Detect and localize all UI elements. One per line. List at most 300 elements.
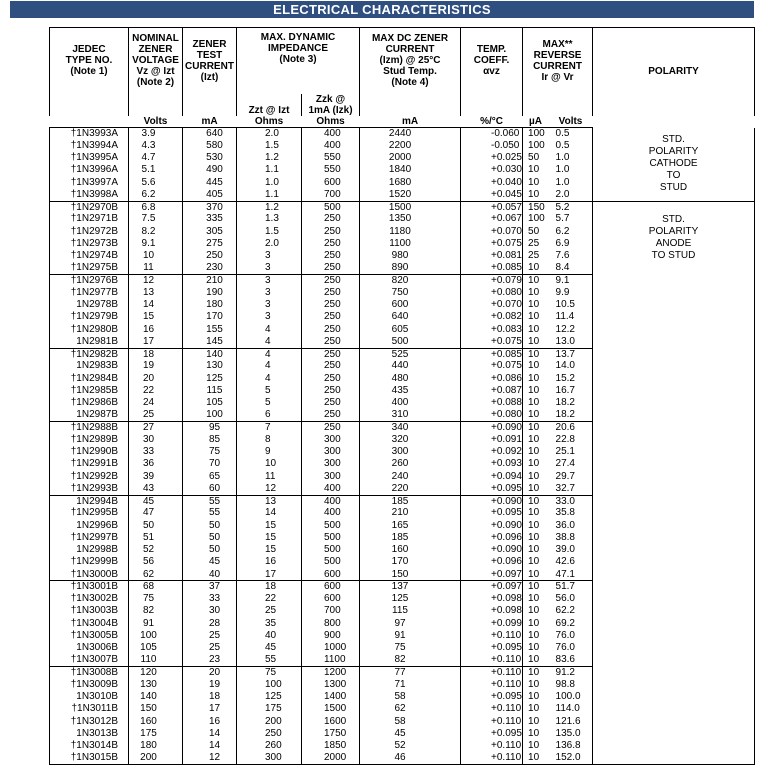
zzt-impedance-cell: 200 <box>237 716 302 728</box>
max-dc-current-cell: 525 <box>360 348 461 360</box>
reverse-current-cell: 10 <box>523 569 549 581</box>
type-number-cell: †1N2973B <box>50 238 129 250</box>
temp-coeff-cell: +0.095 <box>461 691 523 703</box>
temp-coeff-cell: +0.110 <box>461 740 523 752</box>
zzt-impedance-cell: 4 <box>237 373 302 385</box>
header-zener-test-current: ZENER TEST CURRENT (Izt) <box>183 28 237 94</box>
reverse-voltage-cell: 51.7 <box>549 581 593 593</box>
reverse-current-cell: 10 <box>523 654 549 666</box>
zzt-impedance-cell: 5 <box>237 385 302 397</box>
zzt-impedance-cell: 40 <box>237 630 302 642</box>
temp-coeff-cell: +0.095 <box>461 483 523 495</box>
max-dc-current-cell: 45 <box>360 728 461 740</box>
temp-coeff-cell: -0.050 <box>461 140 523 152</box>
reverse-current-cell: 100 <box>523 140 549 152</box>
electrical-characteristics-table <box>49 27 755 765</box>
nominal-voltage-cell: 47 <box>129 507 183 519</box>
zzk-impedance-cell: 250 <box>302 373 360 385</box>
zzt-impedance-cell: 4 <box>237 324 302 336</box>
zzt-impedance-cell: 2.0 <box>237 128 302 140</box>
nominal-voltage-cell: 25 <box>129 409 183 421</box>
temp-coeff-cell: +0.094 <box>461 471 523 483</box>
test-current-cell: 75 <box>183 446 237 458</box>
nominal-voltage-cell: 18 <box>129 348 183 360</box>
zzk-impedance-cell: 250 <box>302 262 360 274</box>
zzk-impedance-cell: 250 <box>302 213 360 225</box>
temp-coeff-cell: +0.082 <box>461 311 523 323</box>
temp-coeff-cell: +0.025 <box>461 152 523 164</box>
type-number-cell: 1N3013B <box>50 728 129 740</box>
reverse-voltage-cell: 98.8 <box>549 679 593 691</box>
nominal-voltage-cell: 5.1 <box>129 164 183 176</box>
reverse-current-cell: 10 <box>523 507 549 519</box>
zzt-impedance-cell: 3 <box>237 262 302 274</box>
max-dc-current-cell: 440 <box>360 360 461 372</box>
max-dc-current-cell: 170 <box>360 556 461 568</box>
temp-coeff-cell: +0.110 <box>461 630 523 642</box>
zzk-impedance-cell: 250 <box>302 275 360 287</box>
type-number-cell: †1N3005B <box>50 630 129 642</box>
zzk-impedance-cell: 250 <box>302 409 360 421</box>
header-zzk: Zzk @ 1mA (Izk) <box>302 94 360 116</box>
reverse-voltage-cell: 39.0 <box>549 544 593 556</box>
reverse-voltage-cell: 100.0 <box>549 691 593 703</box>
zzk-impedance-cell: 400 <box>302 495 360 507</box>
max-dc-current-cell: 1350 <box>360 213 461 225</box>
nominal-voltage-cell: 8.2 <box>129 226 183 238</box>
temp-coeff-cell: +0.075 <box>461 238 523 250</box>
test-current-cell: 60 <box>183 483 237 495</box>
reverse-current-cell: 100 <box>523 213 549 225</box>
reverse-current-cell: 50 <box>523 226 549 238</box>
test-current-cell: 16 <box>183 716 237 728</box>
test-current-cell: 230 <box>183 262 237 274</box>
temp-coeff-cell: +0.040 <box>461 177 523 189</box>
temp-coeff-cell: +0.098 <box>461 593 523 605</box>
reverse-voltage-cell: 121.6 <box>549 716 593 728</box>
type-number-cell: †1N2972B <box>50 226 129 238</box>
test-current-cell: 18 <box>183 691 237 703</box>
test-current-cell: 530 <box>183 152 237 164</box>
type-number-cell: †1N2992B <box>50 471 129 483</box>
type-number-cell: †1N2991B <box>50 458 129 470</box>
test-current-cell: 275 <box>183 238 237 250</box>
type-number-cell: †1N2974B <box>50 250 129 262</box>
max-dc-current-cell: 820 <box>360 275 461 287</box>
test-current-cell: 370 <box>183 201 237 213</box>
max-dc-current-cell: 150 <box>360 569 461 581</box>
header-jedec-type: JEDEC TYPE NO. (Note 1) <box>50 28 129 94</box>
reverse-current-cell: 10 <box>523 471 549 483</box>
reverse-current-cell: 10 <box>523 164 549 176</box>
reverse-current-cell: 10 <box>523 311 549 323</box>
section-title: ELECTRICAL CHARACTERISTICS <box>10 1 754 18</box>
nominal-voltage-cell: 105 <box>129 642 183 654</box>
max-dc-current-cell: 640 <box>360 311 461 323</box>
temp-coeff-cell: +0.097 <box>461 581 523 593</box>
zzt-impedance-cell: 4 <box>237 360 302 372</box>
nominal-voltage-cell: 82 <box>129 605 183 617</box>
type-number-cell: †1N3998A <box>50 189 129 201</box>
zzk-impedance-cell: 1600 <box>302 716 360 728</box>
reverse-current-cell: 10 <box>523 716 549 728</box>
nominal-voltage-cell: 180 <box>129 740 183 752</box>
zzk-impedance-cell: 550 <box>302 152 360 164</box>
nominal-voltage-cell: 19 <box>129 360 183 372</box>
max-dc-current-cell: 77 <box>360 667 461 679</box>
reverse-current-cell: 10 <box>523 752 549 764</box>
zzt-impedance-cell: 3 <box>237 287 302 299</box>
type-number-cell: †1N2989B <box>50 434 129 446</box>
nominal-voltage-cell: 43 <box>129 483 183 495</box>
reverse-current-cell: 10 <box>523 630 549 642</box>
zzk-impedance-cell: 400 <box>302 483 360 495</box>
reverse-voltage-cell: 33.0 <box>549 495 593 507</box>
type-number-cell: †1N2995B <box>50 507 129 519</box>
reverse-voltage-cell: 9.9 <box>549 287 593 299</box>
max-dc-current-cell: 58 <box>360 691 461 703</box>
max-dc-current-cell: 310 <box>360 409 461 421</box>
reverse-voltage-cell: 1.0 <box>549 177 593 189</box>
type-number-cell: †1N2988B <box>50 422 129 434</box>
max-dc-current-cell: 82 <box>360 654 461 666</box>
reverse-voltage-cell: 136.8 <box>549 740 593 752</box>
zzk-impedance-cell: 1200 <box>302 667 360 679</box>
header-zzt: Zzt @ Izt <box>237 94 302 116</box>
zzt-impedance-cell: 100 <box>237 679 302 691</box>
zzt-impedance-cell: 1.1 <box>237 164 302 176</box>
max-dc-current-cell: 890 <box>360 262 461 274</box>
nominal-voltage-cell: 36 <box>129 458 183 470</box>
type-number-cell: †1N2970B <box>50 201 129 213</box>
zzk-impedance-cell: 250 <box>302 250 360 262</box>
unit-cell <box>593 116 755 128</box>
type-number-cell: †1N2986B <box>50 397 129 409</box>
temp-coeff-cell: +0.070 <box>461 226 523 238</box>
reverse-current-cell: 10 <box>523 532 549 544</box>
nominal-voltage-cell: 24 <box>129 397 183 409</box>
zzt-impedance-cell: 25 <box>237 605 302 617</box>
type-number-cell: †1N3997A <box>50 177 129 189</box>
test-current-cell: 640 <box>183 128 237 140</box>
temp-coeff-cell: +0.067 <box>461 213 523 225</box>
reverse-current-cell: 10 <box>523 544 549 556</box>
zzt-impedance-cell: 14 <box>237 507 302 519</box>
reverse-voltage-cell: 20.6 <box>549 422 593 434</box>
type-number-cell: †1N3996A <box>50 164 129 176</box>
test-current-cell: 65 <box>183 471 237 483</box>
test-current-cell: 130 <box>183 360 237 372</box>
reverse-current-cell: 10 <box>523 446 549 458</box>
max-dc-current-cell: 160 <box>360 544 461 556</box>
reverse-voltage-cell: 15.2 <box>549 373 593 385</box>
reverse-voltage-cell: 32.7 <box>549 483 593 495</box>
max-dc-current-cell: 115 <box>360 605 461 617</box>
reverse-voltage-cell: 8.4 <box>549 262 593 274</box>
max-dc-current-cell: 1100 <box>360 238 461 250</box>
zzk-impedance-cell: 500 <box>302 556 360 568</box>
type-number-cell: †1N3995A <box>50 152 129 164</box>
type-number-cell: †1N3993A <box>50 128 129 140</box>
reverse-voltage-cell: 9.1 <box>549 275 593 287</box>
reverse-current-cell: 10 <box>523 728 549 740</box>
reverse-current-cell: 10 <box>523 397 549 409</box>
zzt-impedance-cell: 16 <box>237 556 302 568</box>
zzt-impedance-cell: 3 <box>237 299 302 311</box>
type-number-cell: 1N2978B <box>50 299 129 311</box>
test-current-cell: 17 <box>183 703 237 715</box>
header-reverse-current: MAX** REVERSE CURRENT Ir @ Vr <box>523 28 593 94</box>
reverse-current-cell: 10 <box>523 520 549 532</box>
temp-coeff-cell: +0.095 <box>461 728 523 740</box>
zzk-impedance-cell: 250 <box>302 348 360 360</box>
temp-coeff-cell: +0.090 <box>461 520 523 532</box>
zzk-impedance-cell: 1100 <box>302 654 360 666</box>
reverse-voltage-cell: 2.0 <box>549 189 593 201</box>
temp-coeff-cell: +0.075 <box>461 360 523 372</box>
nominal-voltage-cell: 4.7 <box>129 152 183 164</box>
zzk-impedance-cell: 250 <box>302 311 360 323</box>
zzt-impedance-cell: 22 <box>237 593 302 605</box>
header-temp-coeff: TEMP. COEFF. αvz <box>461 28 523 94</box>
reverse-voltage-cell: 25.1 <box>549 446 593 458</box>
max-dc-current-cell: 91 <box>360 630 461 642</box>
reverse-current-cell: 10 <box>523 409 549 421</box>
nominal-voltage-cell: 140 <box>129 691 183 703</box>
temp-coeff-cell: +0.030 <box>461 164 523 176</box>
reverse-voltage-cell: 6.9 <box>549 238 593 250</box>
zzt-impedance-cell: 300 <box>237 752 302 764</box>
unit-cell: Volts <box>129 116 183 128</box>
test-current-cell: 40 <box>183 569 237 581</box>
zzk-impedance-cell: 600 <box>302 593 360 605</box>
type-number-cell: †1N3009B <box>50 679 129 691</box>
zzk-impedance-cell: 250 <box>302 299 360 311</box>
type-number-cell: †1N3007B <box>50 654 129 666</box>
reverse-current-cell: 10 <box>523 385 549 397</box>
reverse-current-cell: 100 <box>523 128 549 140</box>
max-dc-current-cell: 220 <box>360 483 461 495</box>
nominal-voltage-cell: 13 <box>129 287 183 299</box>
max-dc-current-cell: 165 <box>360 520 461 532</box>
zzk-impedance-cell: 400 <box>302 507 360 519</box>
reverse-voltage-cell: 16.7 <box>549 385 593 397</box>
test-current-cell: 28 <box>183 618 237 630</box>
zzk-impedance-cell: 250 <box>302 422 360 434</box>
temp-coeff-cell: +0.099 <box>461 618 523 630</box>
nominal-voltage-cell: 6.2 <box>129 189 183 201</box>
reverse-voltage-cell: 76.0 <box>549 630 593 642</box>
reverse-voltage-cell: 1.0 <box>549 164 593 176</box>
zzk-impedance-cell: 500 <box>302 520 360 532</box>
reverse-current-cell: 10 <box>523 177 549 189</box>
type-number-cell: †1N2997B <box>50 532 129 544</box>
max-dc-current-cell: 1840 <box>360 164 461 176</box>
zzk-impedance-cell: 300 <box>302 434 360 446</box>
nominal-voltage-cell: 15 <box>129 311 183 323</box>
type-number-cell: †1N2993B <box>50 483 129 495</box>
nominal-voltage-cell: 200 <box>129 752 183 764</box>
type-number-cell: †1N3002B <box>50 593 129 605</box>
reverse-current-cell: 10 <box>523 434 549 446</box>
reverse-current-cell: 10 <box>523 336 549 348</box>
reverse-current-cell: 10 <box>523 642 549 654</box>
reverse-voltage-cell: 27.4 <box>549 458 593 470</box>
header-dynamic-impedance: MAX. DYNAMIC IMPEDANCE (Note 3) <box>237 28 360 94</box>
temp-coeff-cell: +0.090 <box>461 422 523 434</box>
zzk-impedance-cell: 700 <box>302 189 360 201</box>
unit-cell: mA <box>360 116 461 128</box>
max-dc-current-cell: 980 <box>360 250 461 262</box>
reverse-current-cell: 10 <box>523 691 549 703</box>
nominal-voltage-cell: 30 <box>129 434 183 446</box>
zzk-impedance-cell: 1500 <box>302 703 360 715</box>
zzk-impedance-cell: 600 <box>302 581 360 593</box>
polarity-anode-note: STD. POLARITY ANODE TO STUD <box>593 201 755 765</box>
zzt-impedance-cell: 125 <box>237 691 302 703</box>
reverse-voltage-cell: 35.8 <box>549 507 593 519</box>
zzk-impedance-cell: 900 <box>302 630 360 642</box>
reverse-current-cell: 10 <box>523 360 549 372</box>
test-current-cell: 140 <box>183 348 237 360</box>
unit-cell: µA <box>523 116 549 128</box>
zzt-impedance-cell: 1.0 <box>237 177 302 189</box>
reverse-current-cell: 10 <box>523 373 549 385</box>
type-number-cell: †1N3000B <box>50 569 129 581</box>
max-dc-current-cell: 2440 <box>360 128 461 140</box>
reverse-current-cell: 10 <box>523 299 549 311</box>
nominal-voltage-cell: 68 <box>129 581 183 593</box>
test-current-cell: 33 <box>183 593 237 605</box>
temp-coeff-cell: +0.097 <box>461 569 523 581</box>
reverse-voltage-cell: 13.0 <box>549 336 593 348</box>
test-current-cell: 14 <box>183 728 237 740</box>
reverse-voltage-cell: 91.2 <box>549 667 593 679</box>
nominal-voltage-cell: 10 <box>129 250 183 262</box>
type-number-cell: †1N3011B <box>50 703 129 715</box>
zzt-impedance-cell: 55 <box>237 654 302 666</box>
zzt-impedance-cell: 1.5 <box>237 226 302 238</box>
max-dc-current-cell: 185 <box>360 532 461 544</box>
zzt-impedance-cell: 7 <box>237 422 302 434</box>
temp-coeff-cell: +0.079 <box>461 275 523 287</box>
temp-coeff-cell: +0.098 <box>461 605 523 617</box>
max-dc-current-cell: 260 <box>360 458 461 470</box>
test-current-cell: 95 <box>183 422 237 434</box>
reverse-voltage-cell: 0.5 <box>549 140 593 152</box>
max-dc-current-cell: 400 <box>360 397 461 409</box>
reverse-current-cell: 10 <box>523 483 549 495</box>
type-number-cell: †1N3004B <box>50 618 129 630</box>
zzk-impedance-cell: 250 <box>302 360 360 372</box>
max-dc-current-cell: 240 <box>360 471 461 483</box>
reverse-current-cell: 10 <box>523 605 549 617</box>
temp-coeff-cell: -0.060 <box>461 128 523 140</box>
zzt-impedance-cell: 35 <box>237 618 302 630</box>
zzt-impedance-cell: 4 <box>237 348 302 360</box>
max-dc-current-cell: 1520 <box>360 189 461 201</box>
zzt-impedance-cell: 3 <box>237 250 302 262</box>
max-dc-current-cell: 75 <box>360 642 461 654</box>
temp-coeff-cell: +0.080 <box>461 409 523 421</box>
test-current-cell: 23 <box>183 654 237 666</box>
zzt-impedance-cell: 1.2 <box>237 201 302 213</box>
reverse-voltage-cell: 36.0 <box>549 520 593 532</box>
unit-cell: Ohms <box>302 116 360 128</box>
nominal-voltage-cell: 45 <box>129 495 183 507</box>
zzk-impedance-cell: 300 <box>302 446 360 458</box>
max-dc-current-cell: 1680 <box>360 177 461 189</box>
test-current-cell: 190 <box>183 287 237 299</box>
test-current-cell: 50 <box>183 520 237 532</box>
reverse-current-cell: 10 <box>523 422 549 434</box>
type-number-cell: †1N3012B <box>50 716 129 728</box>
type-number-cell: †1N2977B <box>50 287 129 299</box>
temp-coeff-cell: +0.085 <box>461 262 523 274</box>
nominal-voltage-cell: 16 <box>129 324 183 336</box>
zzk-impedance-cell: 400 <box>302 140 360 152</box>
temp-coeff-cell: +0.110 <box>461 752 523 764</box>
reverse-current-cell: 10 <box>523 324 549 336</box>
zzt-impedance-cell: 13 <box>237 495 302 507</box>
zzt-impedance-cell: 10 <box>237 458 302 470</box>
reverse-voltage-cell: 18.2 <box>549 409 593 421</box>
max-dc-current-cell: 600 <box>360 299 461 311</box>
max-dc-current-cell: 58 <box>360 716 461 728</box>
zzt-impedance-cell: 15 <box>237 532 302 544</box>
max-dc-current-cell: 185 <box>360 495 461 507</box>
zzk-impedance-cell: 300 <box>302 458 360 470</box>
max-dc-current-cell: 750 <box>360 287 461 299</box>
test-current-cell: 50 <box>183 544 237 556</box>
zzt-impedance-cell: 4 <box>237 336 302 348</box>
nominal-voltage-cell: 3.9 <box>129 128 183 140</box>
max-dc-current-cell: 71 <box>360 679 461 691</box>
zzt-impedance-cell: 1.5 <box>237 140 302 152</box>
zzt-impedance-cell: 15 <box>237 544 302 556</box>
reverse-current-cell: 25 <box>523 238 549 250</box>
test-current-cell: 145 <box>183 336 237 348</box>
zzk-impedance-cell: 250 <box>302 336 360 348</box>
zzk-impedance-cell: 250 <box>302 385 360 397</box>
reverse-voltage-cell: 7.6 <box>549 250 593 262</box>
nominal-voltage-cell: 20 <box>129 373 183 385</box>
zzt-impedance-cell: 3 <box>237 275 302 287</box>
temp-coeff-cell: +0.070 <box>461 299 523 311</box>
nominal-voltage-cell: 120 <box>129 667 183 679</box>
nominal-voltage-cell: 110 <box>129 654 183 666</box>
zzt-impedance-cell: 250 <box>237 728 302 740</box>
temp-coeff-cell: +0.110 <box>461 703 523 715</box>
test-current-cell: 45 <box>183 556 237 568</box>
test-current-cell: 125 <box>183 373 237 385</box>
zzk-impedance-cell: 250 <box>302 238 360 250</box>
type-number-cell: 1N2981B <box>50 336 129 348</box>
type-number-cell: †1N3003B <box>50 605 129 617</box>
header-polarity: POLARITY <box>593 28 755 116</box>
zzk-impedance-cell: 300 <box>302 471 360 483</box>
zzk-impedance-cell: 250 <box>302 287 360 299</box>
temp-coeff-cell: +0.091 <box>461 434 523 446</box>
unit-cell: mA <box>183 116 237 128</box>
type-number-cell: †1N2980B <box>50 324 129 336</box>
reverse-current-cell: 25 <box>523 250 549 262</box>
zzk-impedance-cell: 500 <box>302 201 360 213</box>
reverse-voltage-cell: 5.7 <box>549 213 593 225</box>
test-current-cell: 335 <box>183 213 237 225</box>
temp-coeff-cell: +0.045 <box>461 189 523 201</box>
max-dc-current-cell: 1180 <box>360 226 461 238</box>
